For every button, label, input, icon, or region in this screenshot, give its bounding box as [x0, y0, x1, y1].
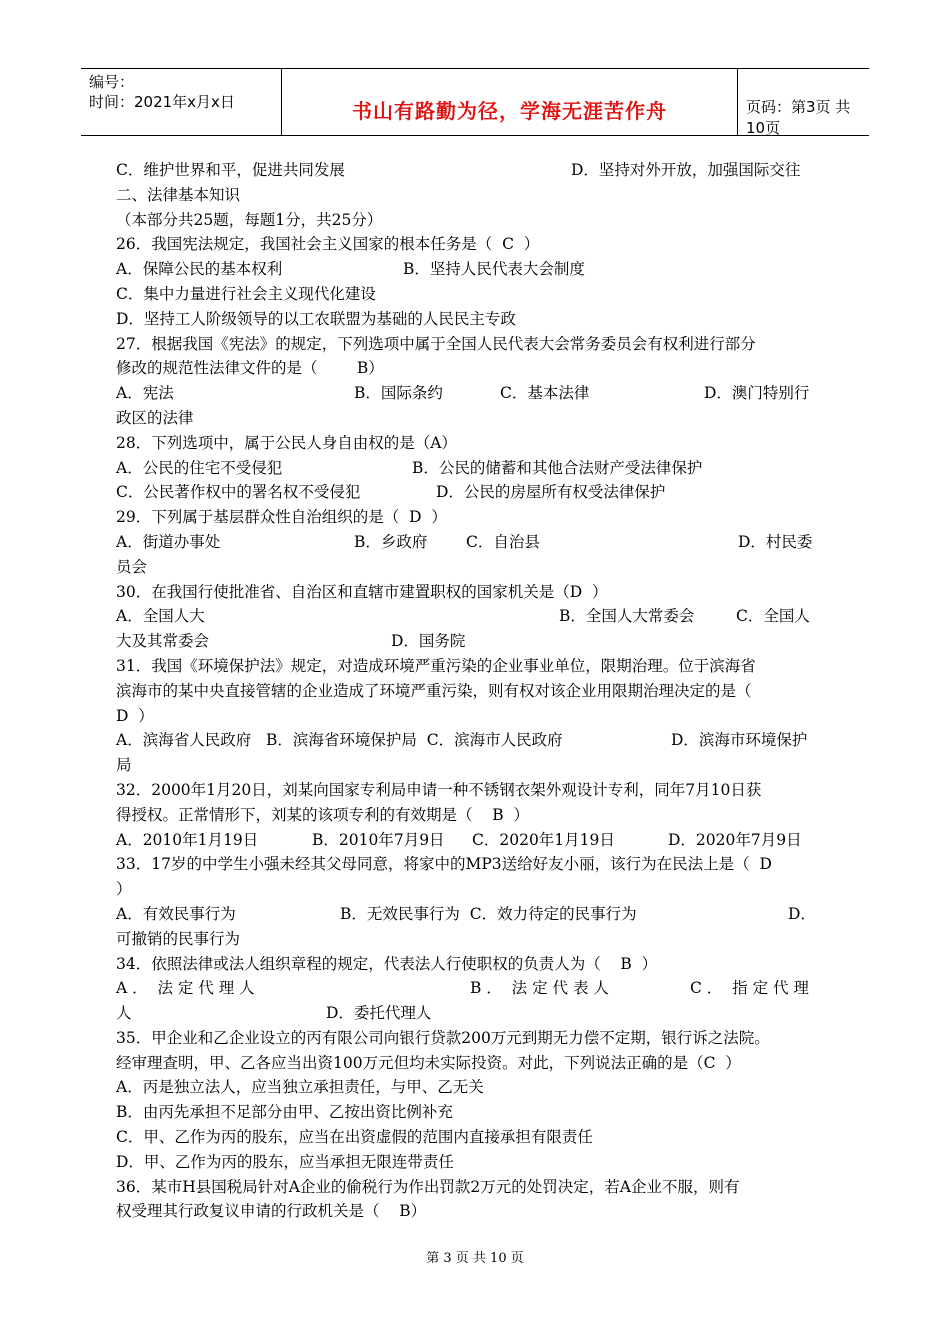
text-segment: 大及其常委会 — [116, 632, 210, 651]
text-segment: D． — [788, 904, 816, 923]
text-segment: B ． 法 定 代 表 人 — [470, 979, 609, 998]
text-line — [116, 1075, 820, 1100]
document-body — [116, 158, 820, 1224]
text-segment: 34．依照法律或法人组织章程的规定，代表法人行使职权的负责人为（ B ） — [116, 954, 658, 973]
header-info-cell — [81, 69, 282, 135]
text-segment: 政区的法律 — [116, 408, 194, 427]
text-line — [116, 679, 820, 704]
text-segment: C．全国人 — [736, 607, 810, 626]
text-segment: 得授权。正常情形下，刘某的该项专利的有效期是（ B ） — [116, 805, 529, 824]
text-line — [116, 728, 820, 753]
text-segment: B．坚持人民代表大会制度 — [403, 260, 585, 279]
text-segment: C ． 指 定 代 理 — [690, 979, 809, 998]
text-segment: 32．2000年1月20日，刘某向国家专利局申请一种不锈钢衣架外观设计专利，同年7月10日获 — [116, 780, 762, 799]
text-segment: A．公民的住宅不受侵犯 — [116, 458, 283, 477]
text-line — [116, 257, 820, 282]
text-segment: A．保障公民的基本权利 — [116, 260, 283, 279]
text-segment: 36．某市H县国税局针对A企业的偷税行为作出罚款2万元的处罚决定，若A企业不服，则有 — [116, 1177, 740, 1196]
text-segment: A．滨海省人民政府 B．滨海省环境保护局 C．滨海市人民政府 — [116, 731, 563, 750]
text-segment: D．滨海市环境保护 — [671, 731, 808, 750]
text-line — [116, 356, 820, 381]
text-line — [116, 1150, 820, 1175]
text-segment: 人 — [116, 1004, 132, 1023]
text-segment: D．国务院 — [391, 632, 466, 651]
text-line — [116, 530, 820, 555]
text-segment: 员会 — [116, 557, 148, 576]
page-header — [81, 68, 869, 136]
text-segment: A．宪法 — [116, 384, 174, 403]
text-line — [116, 927, 820, 952]
text-segment: C．维护世界和平，促进共同发展 — [116, 161, 345, 179]
text-segment: 局 — [116, 756, 132, 775]
text-line — [116, 1026, 820, 1051]
text-segment: C．甲、乙作为丙的股东，应当在出资虚假的范围内直接承担有限责任 — [116, 1128, 593, 1147]
text-line — [116, 505, 820, 530]
text-line — [116, 803, 820, 828]
text-line — [116, 158, 820, 183]
text-line — [116, 952, 820, 977]
motto: 书山有路勤为径，学海无涯苦作舟 — [352, 99, 667, 123]
text-line — [116, 1175, 820, 1200]
text-line — [116, 753, 820, 778]
text-line — [116, 1199, 820, 1224]
text-line — [116, 431, 820, 456]
text-segment: D．坚持对外开放，加强国际交往 — [571, 161, 801, 179]
text-segment: 滨海市的某中央直接管辖的企业造成了环境严重污染，则有权对该企业用限期治理决定的是（ — [116, 681, 752, 700]
text-segment: 27．根据我国《宪法》的规定，下列选项中属于全国人民代表大会常务委员会有权利进行部分 — [116, 334, 756, 353]
text-segment: A．有效民事行为 — [116, 904, 236, 923]
text-line — [116, 778, 820, 803]
text-segment: A．街道办事处 — [116, 532, 221, 551]
text-segment: A．丙是独立法人，应当独立承担责任，与甲、乙无关 — [116, 1078, 484, 1097]
text-segment: A ． 法 定 代 理 人 — [116, 979, 255, 998]
text-segment: D．澳门特别行 — [704, 384, 810, 403]
header-page-cell — [738, 69, 869, 135]
text-segment: 29．下列属于基层群众性自治组织的是（ D ） — [116, 508, 447, 527]
text-line — [116, 629, 820, 654]
text-line — [116, 604, 820, 629]
text-segment: D ） — [116, 706, 154, 725]
text-line — [116, 1100, 820, 1125]
text-line — [116, 580, 820, 605]
text-segment: A．全国人大 — [116, 607, 205, 626]
code-label: 编号： — [89, 73, 135, 91]
text-segment: B．2010年7月9日 — [312, 830, 445, 849]
text-line — [116, 208, 820, 233]
text-segment: 35．甲企业和乙企业设立的丙有限公司向银行贷款200万元到期无力偿不定期，银行诉之法院。 — [116, 1028, 770, 1047]
text-segment: D．公民的房屋所有权受法律保护 — [436, 483, 666, 502]
text-segment: A．2010年1月19日 — [116, 830, 259, 849]
page-code: 页码：第3页 共10页 — [746, 98, 851, 137]
text-segment: 经审理查明，甲、乙各应当出资100万元但均未实际投资。对此，下列说法正确的是（C ） — [116, 1053, 741, 1072]
text-line — [116, 307, 820, 332]
text-segment: B．由丙先承担不足部分由甲、乙按出资比例补充 — [116, 1103, 453, 1122]
text-segment: 修改的规范性法律文件的是（ B） — [116, 359, 384, 378]
text-segment: D．甲、乙作为丙的股东，应当承担无限连带责任 — [116, 1152, 454, 1171]
text-line — [116, 456, 820, 481]
text-segment: ） — [116, 880, 132, 899]
text-line — [116, 1051, 820, 1076]
text-segment: （本部分共25题，每题1分，共25分） — [116, 210, 383, 229]
text-segment: 二、法律基本知识 — [116, 185, 241, 204]
text-line — [116, 1001, 820, 1026]
text-line — [116, 232, 820, 257]
text-segment: D．委托代理人 — [326, 1004, 432, 1023]
text-segment: B．全国人大常委会 — [559, 607, 695, 626]
text-segment: C．公民著作权中的署名权不受侵犯 — [116, 483, 361, 502]
text-line — [116, 381, 820, 406]
text-line — [116, 555, 820, 580]
text-line — [116, 406, 820, 431]
text-segment: C．2020年1月19日 — [472, 830, 615, 849]
text-segment: D．2020年7月9日 — [668, 830, 802, 849]
text-segment: D．坚持工人阶级领导的以工农联盟为基础的人民民主专政 — [116, 309, 516, 328]
text-segment: 31．我国《环境保护法》规定，对造成环境严重污染的企业事业单位，限期治理。位于滨海省 — [116, 656, 756, 675]
text-line — [116, 654, 820, 679]
date-label: 时间：2021年x月x日 — [89, 93, 235, 111]
text-segment: 33．17岁的中学生小强未经其父母同意，将家中的MP3送给好友小丽，该行为在民法上是（ D — [116, 855, 772, 874]
text-segment: B．乡政府 — [354, 532, 428, 551]
text-segment: C．集中力量进行社会主义现代化建设 — [116, 284, 376, 303]
page-footer: 第 3 页 共 10 页 — [426, 1251, 524, 1266]
text-line — [116, 852, 820, 877]
text-line — [116, 902, 820, 927]
text-line — [116, 332, 820, 357]
text-line — [116, 828, 820, 853]
text-line — [116, 704, 820, 729]
text-segment: 26．我国宪法规定，我国社会主义国家的根本任务是（ C ） — [116, 235, 540, 254]
text-segment: B．国际条约 — [354, 384, 443, 403]
text-segment: D．村民委 — [738, 532, 813, 551]
text-line — [116, 480, 820, 505]
text-line — [116, 976, 820, 1001]
text-segment: C．自治县 — [466, 532, 540, 551]
text-line — [116, 183, 820, 208]
text-segment: C．基本法律 — [500, 384, 590, 403]
text-line — [116, 1125, 820, 1150]
text-segment: 可撤销的民事行为 — [116, 929, 241, 948]
text-segment: 30．在我国行使批准省、自治区和直辖市建置职权的国家机关是（D ） — [116, 582, 608, 601]
text-segment: 权受理其行政复议申请的行政机关是（ B） — [116, 1202, 427, 1221]
text-segment: 28．下列选项中，属于公民人身自由权的是（A） — [116, 433, 457, 452]
text-segment: B．公民的储蓄和其他合法财产受法律保护 — [412, 458, 703, 477]
text-line — [116, 282, 820, 307]
header-motto-cell — [282, 69, 738, 135]
text-segment: B．无效民事行为 C．效力待定的民事行为 — [340, 904, 637, 923]
text-line — [116, 877, 820, 902]
